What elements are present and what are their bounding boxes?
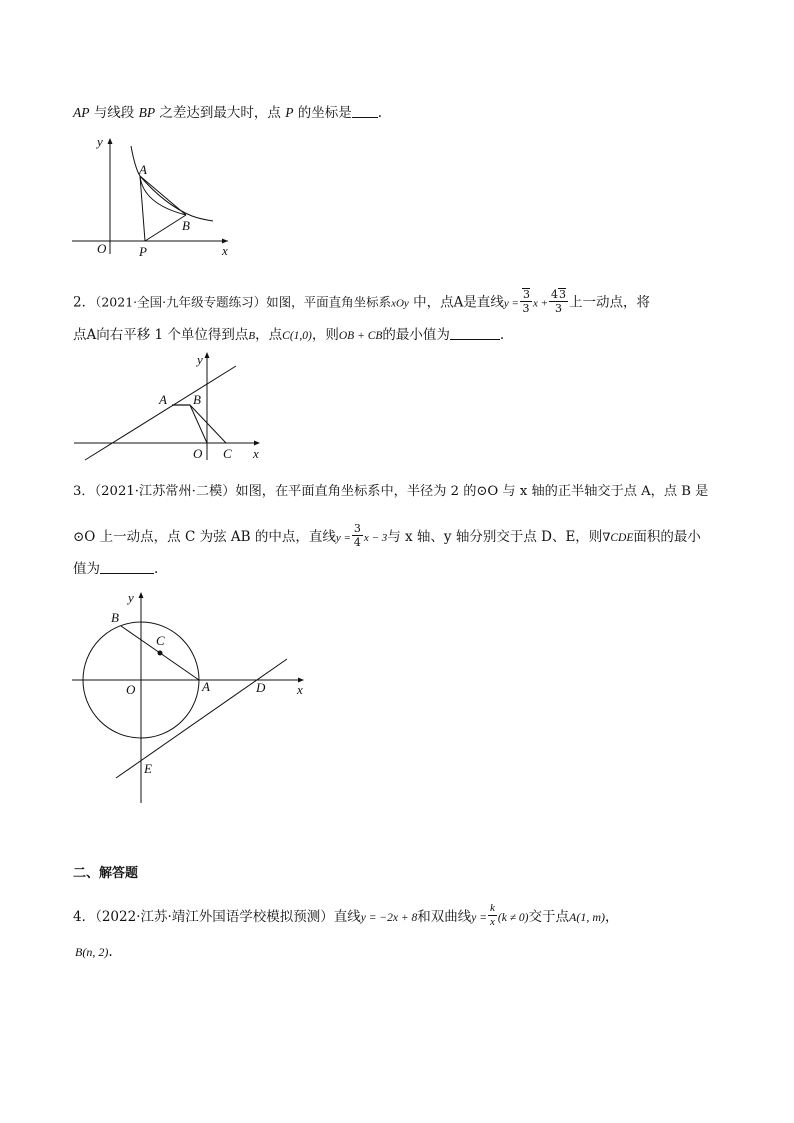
line-l (85, 366, 236, 460)
q2-frac2-den: 3 (555, 302, 562, 315)
q2-eq-lhs: y = (503, 297, 519, 310)
q2-x-plus: x + (532, 297, 548, 310)
q1-end: . (377, 105, 383, 121)
q3-line-3 (73, 561, 158, 577)
point-c (158, 651, 163, 656)
fig3-origin-label: O (126, 682, 136, 697)
q2-c-point: C(1,0) (282, 330, 312, 342)
y-axis-arrow (108, 138, 113, 144)
q2-frac2-num: 3 (559, 288, 566, 301)
q4-comma: ， (605, 909, 619, 925)
fig2-x-label: x (253, 446, 259, 461)
hyperbola-curve (131, 146, 213, 221)
q4-point-a: A(1, m) (569, 910, 605, 924)
q3-line-2 (73, 522, 701, 550)
q1-text-tail (73, 105, 382, 121)
q4-mid: 和双曲线 (417, 909, 472, 925)
line-de (116, 659, 287, 778)
fig1-y-label: y (97, 134, 103, 149)
q4-pre: 4．（2022·江苏·靖江外国语学校模拟预测）直线 (73, 909, 361, 925)
q4-mid2: 交于点 (528, 909, 569, 925)
fig3-b-label: B (111, 610, 119, 625)
fig3-e-label: E (144, 761, 152, 776)
q3-eq-rhs: x − 3 (363, 532, 388, 544)
q1-text-2: 之差达到最大时，点 (155, 105, 286, 121)
q4-eq2-lhs: y = (471, 912, 488, 924)
fig2-c-label: C (223, 446, 232, 461)
figure-2 (70, 350, 270, 465)
q2-expr: OB + CB (338, 330, 383, 342)
answer-blank-3[interactable] (100, 561, 154, 574)
segment-cb (190, 405, 226, 443)
q2-frac1-num: 3 (522, 288, 530, 301)
q4-point-b: B(n, 2) (75, 945, 109, 959)
fig1-origin-label: O (97, 241, 107, 256)
q3-frac-den: 4 (353, 536, 361, 549)
ap-label: AP (73, 105, 90, 120)
q4-eq1: y = −2x + 8 (360, 912, 418, 924)
fig2-origin-label: O (193, 446, 203, 461)
q2-mid: 中，点A是直线 (408, 294, 504, 311)
q2-frac2-coef: 4 (551, 288, 558, 301)
q4-cond: (k ≠ 0) (497, 912, 529, 924)
q2-tail: 上一动点，将 (569, 294, 650, 311)
answer-blank-2[interactable] (450, 327, 500, 340)
q2-frac1-den: 3 (522, 302, 530, 315)
fig1-p-label: P (139, 244, 147, 259)
answer-blank-1[interactable] (352, 105, 378, 118)
q2-line-2 (73, 327, 504, 343)
fig1-x-label: x (222, 243, 228, 258)
fig3-x-label: x (297, 682, 303, 697)
q3-line2-a: ⊙O 上一动点，点 C 为弦 AB 的中点，直线 (73, 529, 336, 545)
q2-end: . (499, 327, 505, 343)
q1-text-1: 与线段 (89, 105, 139, 121)
x-axis-arrow (254, 441, 260, 446)
fig2-b-label: B (193, 392, 201, 407)
q3-frac (352, 523, 363, 548)
q4-frac-den: x (490, 916, 495, 928)
q3-line2-c: 面积的最小 (633, 529, 701, 545)
fig3-a-label: A (202, 679, 210, 694)
q4-frac-num: k (490, 902, 495, 914)
segment-ab (140, 176, 186, 215)
fig1-a-label: A (139, 162, 147, 177)
q4-frac (488, 903, 497, 928)
q2-frac-2 (549, 288, 568, 314)
fig3-d-label: D (256, 680, 266, 695)
q3-eq-lhs: y = (335, 532, 351, 544)
q3-line2-b: 与 x 轴、y 轴分别交于点 D、E，则 (387, 529, 603, 545)
q2-line2-d: 的最小值为 (382, 327, 450, 343)
figure-3 (68, 585, 313, 810)
q2-source: （2021·全国·九年级专题练习）如图，平面直角坐标系 (95, 294, 392, 310)
fig3-c-label: C (156, 633, 165, 648)
q2-line-1 (73, 290, 650, 316)
fig1-b-label: B (182, 218, 190, 233)
q3-line3: 值为 (73, 561, 100, 577)
q2-xoy: xOy (391, 297, 409, 310)
y-axis-arrow (205, 352, 210, 358)
q4-line-2 (75, 946, 113, 960)
q2-line2-a: 点A向右平移 1 个单位得到点 (73, 327, 249, 343)
q3-line-1 (73, 485, 708, 499)
q2-line2-c: ，则 (311, 327, 339, 343)
segment-bp (145, 215, 186, 241)
p-label: P (285, 105, 294, 120)
q2-number: 2． (73, 294, 96, 311)
y-axis-arrow (139, 592, 144, 598)
fig2-y-label: y (197, 352, 203, 367)
q4-end: . (108, 944, 113, 960)
q3-frac-num: 3 (353, 522, 361, 535)
segment-ob (190, 405, 207, 443)
fig2-a-label: A (159, 392, 167, 407)
q3-end: . (154, 561, 159, 577)
q2-line2-b: ，点 (255, 327, 283, 343)
q4-line-1 (73, 902, 619, 930)
q2-b: B (248, 330, 256, 342)
figure-1 (60, 130, 240, 260)
q2-frac-1 (520, 288, 532, 314)
q3-line1-text: 3．（2021·江苏常州·二模）如图，在平面直角坐标系中，半径为 2 的⊙O 与 x 轴的正半轴交于点 A，点 B 是 (73, 484, 709, 499)
bp-label: BP (138, 105, 156, 120)
q1-text-3: 的坐标是 (293, 105, 352, 121)
q3-triangle: ∇CDE (602, 532, 634, 544)
section-heading: 二、解答题 (73, 866, 139, 881)
fig3-y-label: y (128, 590, 134, 605)
